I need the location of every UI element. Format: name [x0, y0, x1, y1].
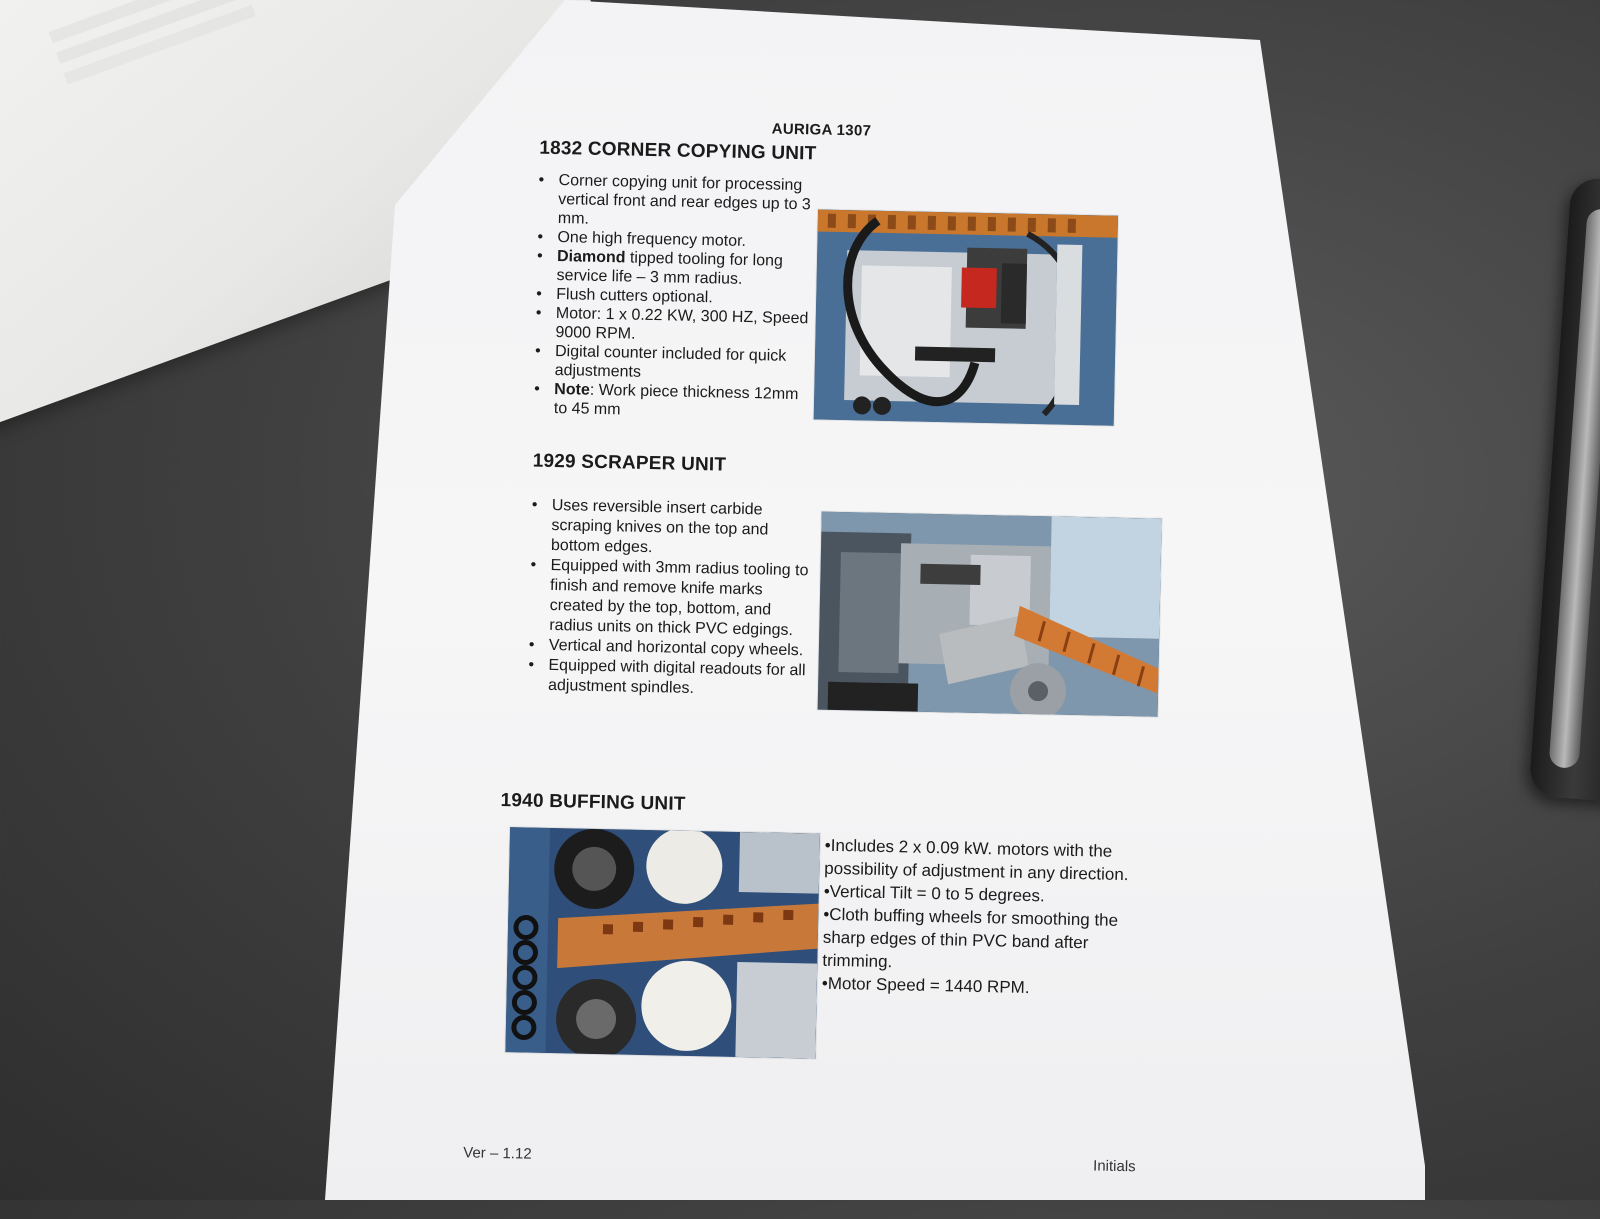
list-item: • Note: Work piece thickness 12mm to 45 mm — [532, 380, 808, 424]
list-line: •Motor Speed = 1440 RPM. — [821, 973, 1030, 998]
list-item: • Motor: 1 x 0.22 KW, 300 HZ, Speed 9000 RPM. — [533, 304, 809, 348]
list-item: • Diamond tipped tooling for long service life – 3 mm radius. — [534, 247, 810, 291]
section-title-buffing: 1940 BUFFING UNIT — [500, 789, 686, 815]
list-item: • Vertical and horizontal copy wheels. — [527, 635, 807, 661]
list-item: • Uses reversible insert carbide scraping knives on the top and bottom edges. — [529, 496, 810, 562]
list-item: • Equipped with digital readouts for all adjustment spindles. — [526, 655, 807, 701]
section-title-scraper: 1929 SCRAPER UNIT — [532, 450, 727, 476]
spec-sheet — [463, 115, 1190, 1219]
faint-text — [49, 0, 241, 43]
scraper-bullets — [526, 496, 810, 702]
list-line: •Includes 2 x 0.09 kW. motors with the — [824, 835, 1113, 861]
list-item: • Equipped with 3mm radius tooling to finish and remove knife marks created by the top, bottom, and radius units on thick PVC edgings. — [527, 555, 809, 641]
machine-illustration — [818, 512, 1162, 717]
machine-illustration — [814, 209, 1118, 425]
list-line: possibility of adjustment in any direction. — [824, 858, 1129, 885]
footer-version: Ver – 1.12 — [463, 1144, 532, 1163]
list-line: •Vertical Tilt = 0 to 5 degrees. — [823, 881, 1045, 906]
machine-illustration — [505, 827, 820, 1058]
corner-copying-bullets — [532, 171, 812, 424]
scraper-unit-photo — [818, 512, 1162, 717]
buffing-unit-photo — [505, 827, 820, 1058]
list-line: trimming. — [822, 950, 893, 972]
corner-copying-unit-photo — [814, 209, 1118, 425]
page-header-model: AURIGA 1307 — [771, 120, 872, 140]
footer-initials: Initials — [1092, 1157, 1136, 1176]
list-item: • Flush cutters optional. — [534, 285, 809, 310]
list-line: sharp edges of thin PVC band after — [822, 927, 1089, 953]
buffing-features — [822, 834, 1130, 1001]
list-line: •Cloth buffing wheels for smoothing the — [823, 904, 1119, 930]
list-item: • One high frequency motor. — [535, 228, 810, 253]
section-title-corner-copying: 1832 CORNER COPYING UNIT — [539, 137, 817, 165]
smartphone — [1529, 177, 1600, 803]
list-item: • Digital counter included for quick adjustments — [532, 342, 808, 386]
list-item: • Corner copying unit for processing vertical front and rear edges up to 3 mm. — [536, 171, 812, 234]
